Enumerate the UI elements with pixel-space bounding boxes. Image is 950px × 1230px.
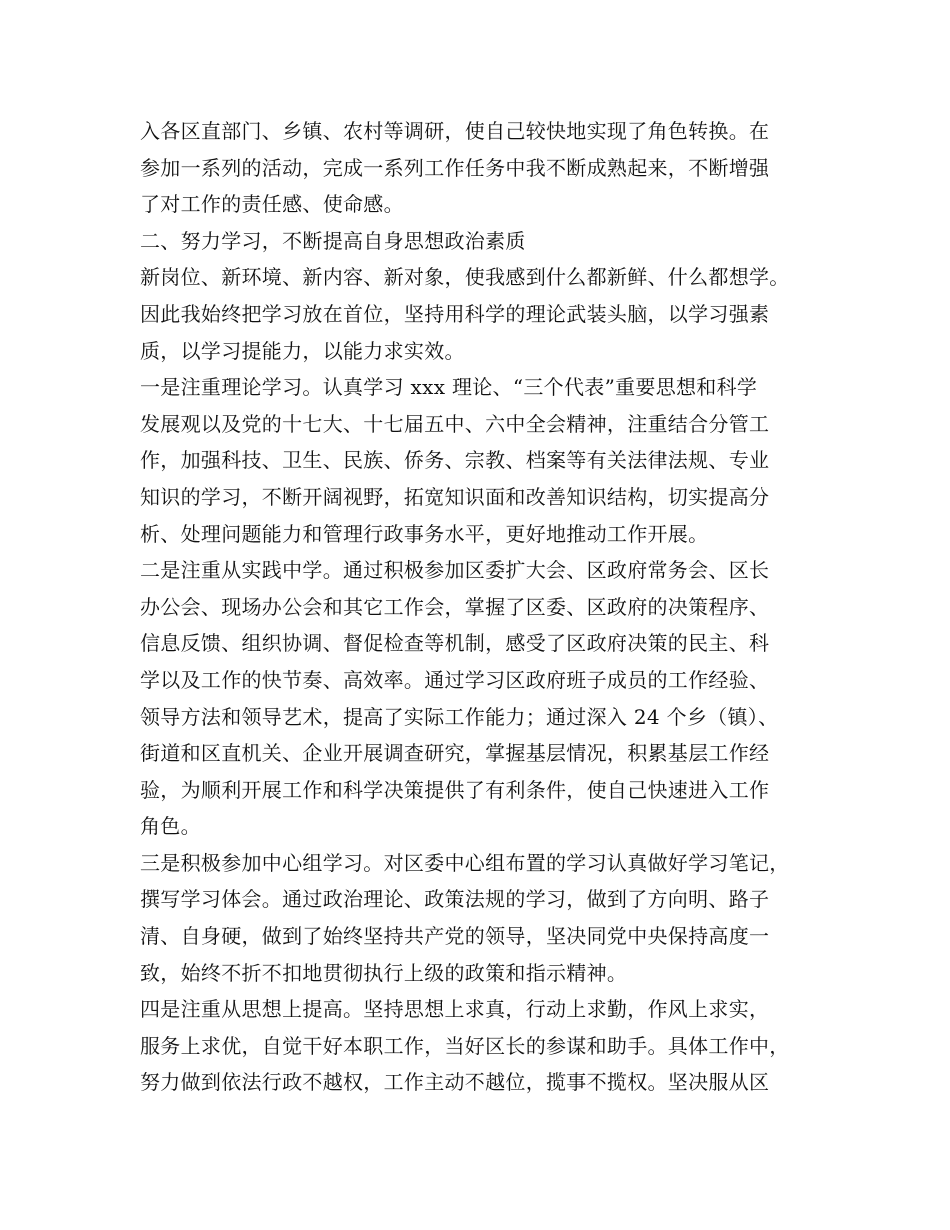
text-line: 领导方法和领导艺术，提高了实际工作能力；通过深入 24 个乡（镇）、 <box>140 704 779 729</box>
text-line: 角色。 <box>140 814 201 839</box>
text-line: 发展观以及党的十七大、十七届五中、六中全会精神，注重结合分管工 <box>140 411 770 436</box>
text-line: 了对工作的责任感、使命感。 <box>140 192 404 217</box>
text-line: 作，加强科技、卫生、民族、侨务、宗教、档案等有关法律法规、专业 <box>140 448 770 473</box>
text-line: 服务上求优，自觉干好本职工作，当好区长的参谋和助手。具体工作中， <box>140 1033 790 1058</box>
text-line: 因此我始终把学习放在首位，坚持用科学的理论武装头脑，以学习强素 <box>140 301 770 326</box>
text-line: 三是积极参加中心组学习。对区委中心组布置的学习认真做好学习笔记， <box>140 850 790 875</box>
text-line: 清、自身硬，做到了始终坚持共产党的领导，坚决同党中央保持高度一 <box>140 924 770 949</box>
text-line: 学以及工作的快节奏、高效率。通过学习区政府班子成员的工作经验、 <box>140 667 770 692</box>
text-line: 新岗位、新环境、新内容、新对象，使我感到什么都新鲜、什么都想学。 <box>140 265 790 290</box>
text-line: 办公会、现场办公会和其它工作会，掌握了区委、区政府的决策程序、 <box>140 594 770 619</box>
text-line: 四是注重从思想上提高。坚持思想上求真，行动上求勤，作风上求实， <box>140 997 770 1022</box>
section-heading: 二、努力学习，不断提高自身思想政治素质 <box>140 228 526 253</box>
text-line: 努力做到依法行政不越权，工作主动不越位，揽事不揽权。坚决服从区 <box>140 1070 770 1095</box>
text-line: 信息反馈、组织协调、督促检查等机制，感受了区政府决策的民主、科 <box>140 631 770 656</box>
text-line: 质，以学习提能力，以能力求实效。 <box>140 338 465 363</box>
text-line: 参加一系列的活动，完成一系列工作任务中我不断成熟起来，不断增强 <box>140 155 770 180</box>
text-line: 一是注重理论学习。认真学习 xxx 理论、“三个代表”重要思想和科学 <box>140 375 758 400</box>
document-body <box>140 113 840 1101</box>
text-line: 析、处理问题能力和管理行政事务水平，更好地推动工作开展。 <box>140 521 709 546</box>
text-line: 致，始终不折不扣地贯彻执行上级的政策和指示精神。 <box>140 960 628 985</box>
text-line: 知识的学习，不断开阔视野，拓宽知识面和改善知识结构，切实提高分 <box>140 484 770 509</box>
text-line: 二是注重从实践中学。通过积极参加区委扩大会、区政府常务会、区长 <box>140 558 770 583</box>
text-line: 验，为顺利开展工作和科学决策提供了有利条件，使自己快速进入工作 <box>140 777 770 802</box>
text-line: 街道和区直机关、企业开展调查研究，掌握基层情况，积累基层工作经 <box>140 741 770 766</box>
text-line: 入各区直部门、乡镇、农村等调研，使自己较快地实现了角色转换。在 <box>140 119 770 143</box>
text-line: 撰写学习体会。通过政治理论、政策法规的学习，做到了方向明、路子 <box>140 887 770 912</box>
